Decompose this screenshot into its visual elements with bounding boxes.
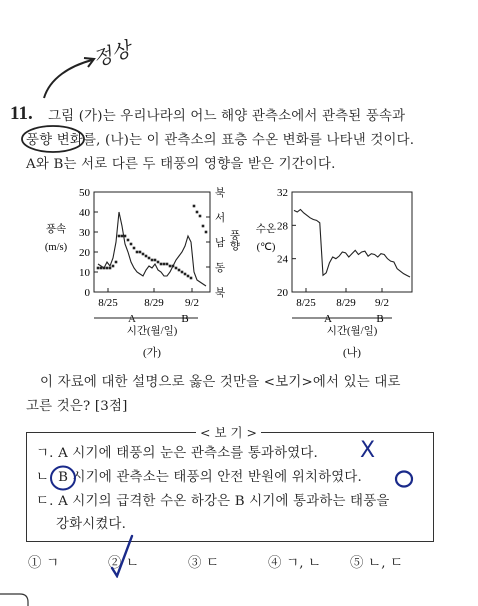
right-tick-label: 남: [215, 238, 226, 249]
wind-direction-point: [181, 271, 184, 274]
wind-direction-point: [172, 265, 175, 268]
x-tick-label: 9/2: [374, 297, 390, 309]
wind-direction-point: [118, 235, 121, 238]
wind-direction-point: [202, 225, 205, 228]
bogi-item-3: [36, 490, 389, 513]
wind-direction-point: [154, 259, 157, 262]
pen-mark-x: X: [360, 438, 376, 463]
choice-1: [28, 552, 59, 575]
wind-direction-point: [100, 267, 103, 270]
y-tick-label: 24: [277, 253, 288, 266]
period-b-label: B: [181, 313, 189, 325]
wind-direction-point: [199, 215, 202, 218]
wind-direction-point: [160, 263, 163, 266]
page-corner: [0, 586, 30, 606]
right-axis-label: 풍향: [228, 229, 240, 251]
right-tick-label: 서: [215, 213, 226, 224]
wind-direction-point: [151, 259, 154, 262]
wind-direction-point: [115, 261, 118, 264]
handwritten-circle: [20, 122, 90, 156]
wind-direction-point: [190, 277, 193, 280]
pen-mark-o: [392, 468, 416, 490]
right-tick-label: 북: [215, 288, 226, 299]
prompt-line-2: 고른 것은? [3점]: [26, 399, 128, 414]
wind-direction-point: [136, 251, 139, 254]
choice-num: ④: [268, 556, 282, 571]
y-tick-label: 10: [79, 267, 90, 279]
choice-3: [188, 552, 219, 575]
choice-text: ㄱ, ㄴ: [286, 556, 322, 571]
y-tick-label: 20: [277, 287, 288, 299]
y-tick-label: 30: [79, 227, 90, 239]
wind-direction-point: [139, 251, 142, 254]
prompt-line-1: 이 자료에 대한 설명으로 옳은 것만을 <보기>에서 있는 대로: [40, 375, 401, 390]
wind-direction-point: [103, 267, 106, 270]
y-tick-label: 32: [277, 187, 288, 199]
period-a-label: A: [324, 313, 332, 325]
y-tick-label: 0: [84, 287, 90, 299]
choice-num: ②: [108, 556, 122, 571]
y-axis-label-1: 풍속: [45, 224, 67, 235]
x-axis-label: 시간(월/일): [326, 326, 378, 337]
chart-ga: [34, 180, 244, 360]
choice-num: ⑤: [350, 556, 364, 571]
bogi-text: A 시기의 급격한 수온 하강은 B 시기에 통과하는 태풍을: [58, 494, 390, 509]
choice-text: ㄴ, ㄷ: [368, 556, 404, 571]
x-axis-label: 시간(월/일): [126, 326, 178, 337]
x-tick-label: 8/29: [336, 297, 356, 309]
choice-4: [268, 552, 321, 575]
wind-direction-point: [97, 267, 100, 270]
bogi-label: ㄴ.: [36, 470, 54, 485]
period-b-label: B: [376, 313, 384, 325]
right-tick-label: 동: [215, 263, 226, 274]
pen-check-mark: [106, 532, 136, 578]
wind-direction-point: [196, 211, 199, 214]
question-line-3: A와 B는 서로 다른 두 태풍의 영향을 받은 기간이다.: [26, 157, 336, 172]
bogi-item-3-cont: 강화시켰다.: [56, 517, 127, 532]
wind-direction-point: [130, 243, 133, 246]
wind-direction-point: [148, 257, 151, 260]
wind-direction-point: [178, 269, 181, 272]
wind-direction-point: [157, 261, 160, 264]
bogi-title: < 보 기 >: [196, 423, 261, 441]
question-line-2: 풍향 변화를, (나)는 이 관측소의 표층 수온 변화를 나타낸 것이다.: [26, 133, 415, 148]
wind-direction-point: [133, 247, 136, 250]
bogi-item-1: [36, 442, 318, 465]
question-number: 11.: [10, 103, 33, 124]
wind-direction-point: [142, 253, 145, 256]
x-tick-label: 9/2: [184, 297, 200, 309]
y-axis-label-2: (m/s): [44, 242, 68, 253]
wind-direction-point: [106, 267, 109, 270]
choice-num: ①: [28, 556, 42, 571]
chart-na: [252, 180, 422, 360]
question-line-1: 그림 (가)는 우리나라의 어느 해양 관측소에서 관측된 풍속과: [48, 109, 406, 124]
bogi-text: A 시기에 태풍의 눈은 관측소를 통과하였다.: [58, 446, 318, 461]
right-tick-label: 북: [215, 188, 226, 199]
wind-direction-point: [184, 273, 187, 276]
y-tick-label: 50: [79, 187, 90, 199]
x-tick-label: 8/25: [98, 297, 118, 309]
pen-circle-b: [48, 464, 78, 492]
choice-5: [350, 552, 403, 575]
wind-direction-point: [124, 235, 127, 238]
y-tick-label: 40: [79, 207, 90, 219]
wind-direction-point: [163, 263, 166, 266]
wind-direction-point: [187, 275, 190, 278]
bogi-text: B 시기에 관측소는 태풍의 안전 반원에 위치하였다.: [58, 470, 363, 485]
x-tick-label: 8/25: [296, 297, 316, 309]
y-tick-label: 20: [79, 247, 90, 259]
wind-direction-point: [121, 235, 124, 238]
bogi-item-2: [36, 466, 362, 489]
wind-direction-point: [109, 267, 112, 270]
handwritten-note: 정상: [89, 36, 134, 72]
choice-text: ㄷ: [206, 556, 220, 571]
y-axis-label-1: 수온: [255, 224, 277, 235]
plot-frame: [94, 192, 210, 292]
wind-direction-point: [169, 265, 172, 268]
wind-direction-point: [175, 267, 178, 270]
wind-direction-point: [193, 205, 196, 208]
chart-caption: (나): [343, 347, 361, 359]
bogi-label: ㄱ.: [36, 446, 54, 461]
wind-direction-point: [127, 239, 130, 242]
choice-text: ㄴ: [126, 556, 140, 571]
wind-direction-point: [166, 263, 169, 266]
choice-num: ③: [188, 556, 202, 571]
bogi-label: ㄷ.: [36, 494, 54, 509]
sea-temp-line: [294, 210, 410, 278]
wind-speed-line: [98, 212, 206, 286]
wind-direction-point: [145, 255, 148, 258]
plot-frame: [292, 192, 412, 292]
y-axis-label-2: (℃): [256, 242, 276, 253]
choice-text: ㄱ: [46, 556, 60, 571]
chart-caption: (가): [143, 347, 161, 359]
period-a-label: A: [128, 313, 136, 325]
wind-direction-point: [112, 265, 115, 268]
y-tick-label: 28: [277, 220, 288, 233]
x-tick-label: 8/29: [144, 297, 164, 309]
wind-direction-point: [205, 231, 208, 234]
